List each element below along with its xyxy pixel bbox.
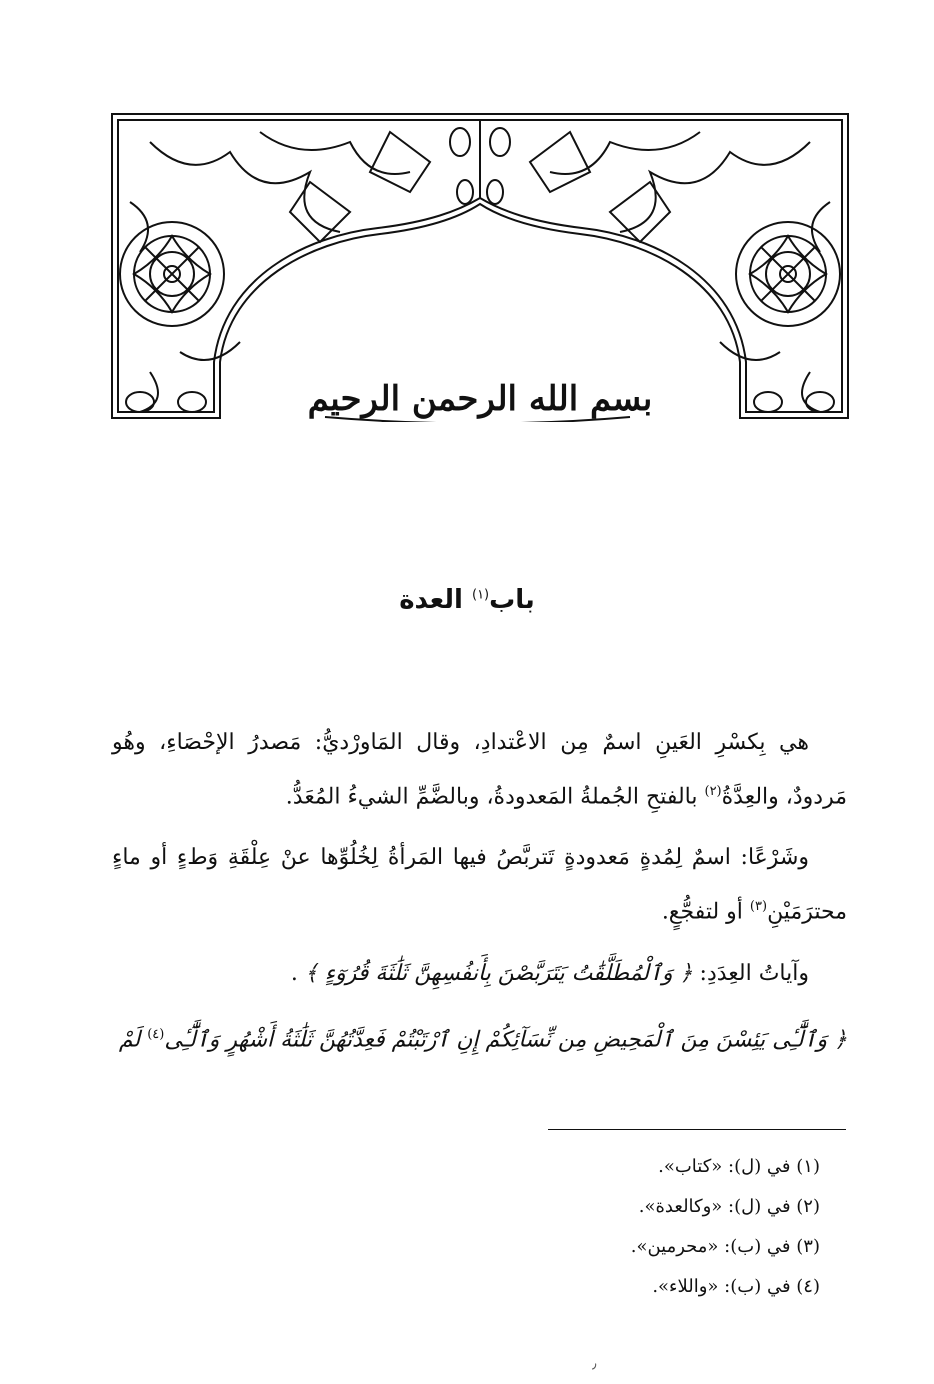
quran-verse: ﴿ وَٱلَّٰٓـِٔى يَئِسْنَ مِنَ ٱلْمَحِيضِ مِن نِّسَآئِكُمْ إِنِ ٱرْتَبْتُمْ فَعِدَّتُهُنَّ ثَلَٰثَةُ أَشْهُرٍ وَٱلَّٰٓـِٔى [164, 1026, 847, 1052]
paragraph-text: أو لتفجُّعٍ. [661, 899, 750, 925]
footnote-ref: (٢) [704, 784, 722, 799]
chapter-heading [0, 585, 934, 615]
footnote-divider [548, 1129, 846, 1130]
page-mark: ٫ [592, 1356, 597, 1372]
main-text [112, 718, 847, 1076]
paragraph-text: وآياتُ العِدَدِ: [692, 960, 809, 986]
chapter-title: العدة [399, 585, 463, 615]
paragraph-text: بالفتحِ الجُملةُ المَعدودةُ، وبالضَّمِّ الشيءُ المُعَدُّ. [285, 784, 705, 810]
basmala-calligraphy: بسم الله الرحمن الرحيم [307, 379, 653, 419]
footnote: (١) في (ل): «كتاب». [658, 1156, 820, 1177]
paragraph [112, 949, 847, 998]
paragraph [112, 1010, 847, 1064]
paragraph-text: هي بِكسْرِ العَينِ اسمٌ مِن الاعْتدادِ، وقال المَاورْديُّ: مَصدرُ الإحْصَاءِ، وهُو مَردودٌ، والعِدَّةُ [112, 730, 847, 810]
quran-verse: ﴿ وَٱلْمُطَلَّقَٰتُ يَتَرَبَّصْنَ بِأَنفُسِهِنَّ ثَلَٰثَةَ قُرُوٓءٍ ﴾ [304, 960, 693, 986]
paragraph [112, 718, 847, 821]
footnote-ref: (٤) [147, 1026, 165, 1042]
quran-verse: لَمْ [118, 1026, 148, 1052]
ornamental-header-frame [110, 112, 850, 422]
chapter-title-prefix: باب [489, 585, 535, 615]
paragraph-text: . [290, 960, 305, 986]
footnote-ref: (١) [471, 587, 490, 603]
footnotes [300, 1147, 820, 1307]
paragraph-text: وشَرْعًا: اسمٌ لِمُدةٍ مَعدودةٍ تَتربَّصُ فيها المَرأةُ لِخُلُوِّها عنْ عِلْقَةِ وَطءٍ أو ماءٍ محترَمَيْنِ [112, 845, 847, 925]
footnote: (٣) في (ب): «محرمين». [630, 1236, 820, 1257]
paragraph [112, 833, 847, 936]
footnote-ref: (٣) [749, 899, 768, 915]
footnote: (٤) في (ب): «واللاء». [652, 1276, 820, 1297]
footnote: (٢) في (ل): «وكالعدة». [638, 1196, 820, 1217]
